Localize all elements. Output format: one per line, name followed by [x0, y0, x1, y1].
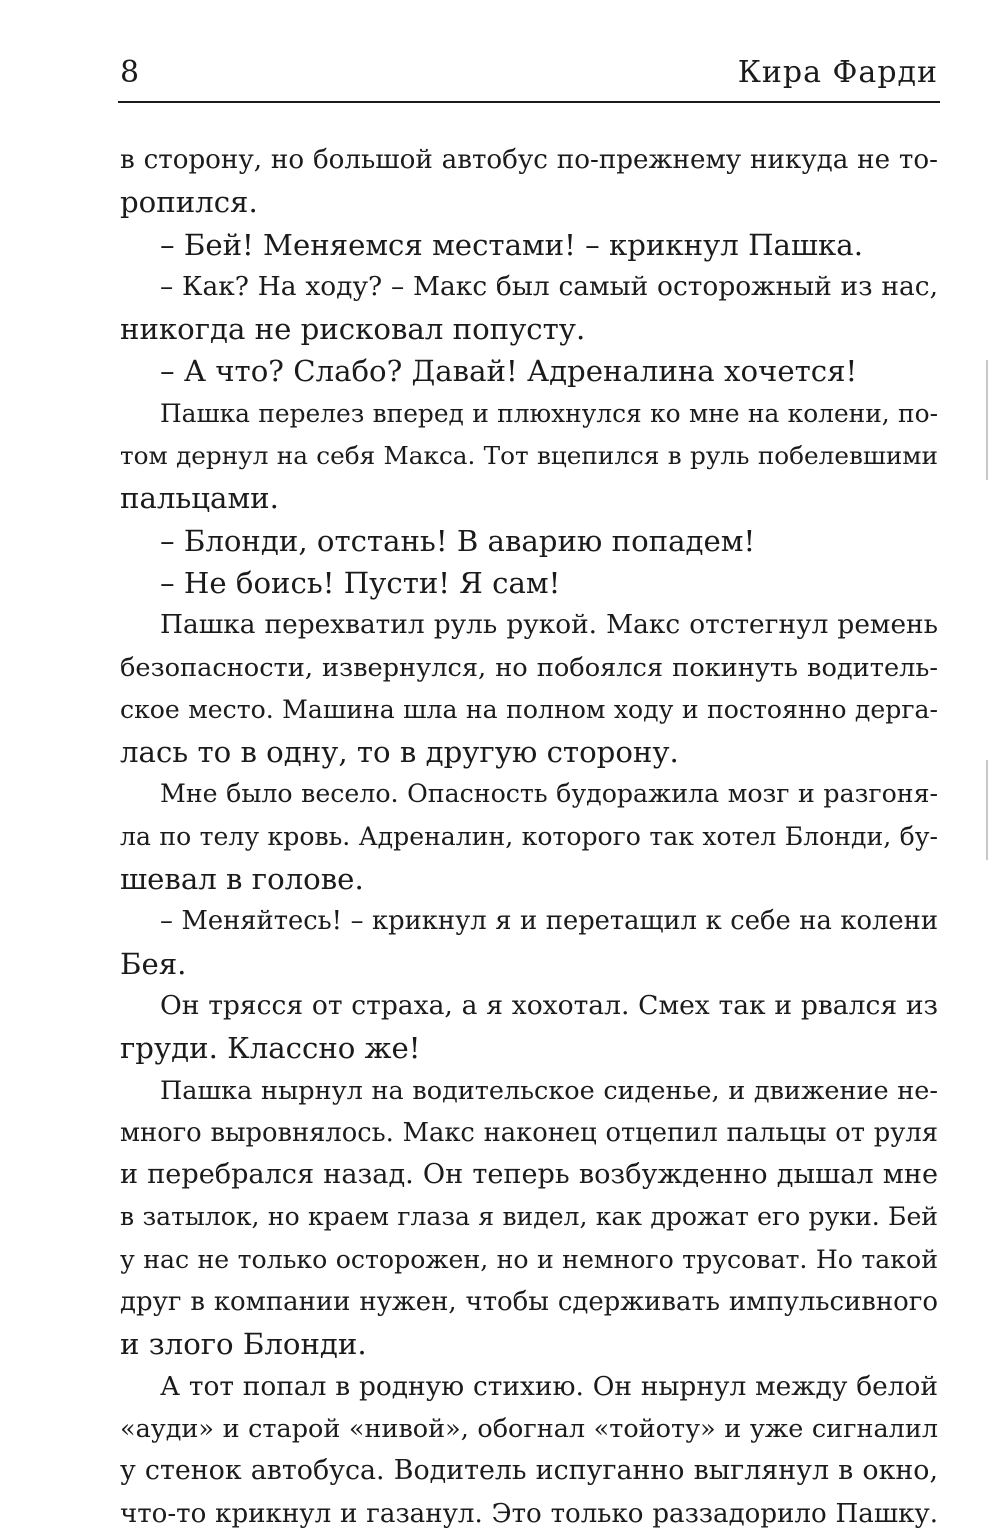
text-line: А тот попал в родную стихию. Он нырнул между белой — [160, 1370, 938, 1402]
text-line: ропился. — [120, 185, 258, 220]
page-number: 8 — [120, 55, 140, 90]
text-line: ское место. Машина шла на полном ходу и постоянно дерга- — [120, 694, 938, 724]
text-line: и перебрался назад. Он теперь возбужденно дышал мне — [120, 1159, 938, 1191]
text-line: – Как? На ходу? – Макс был самый осторожный из нас, — [160, 270, 938, 302]
text-line: и злого Блонди. — [120, 1327, 367, 1362]
text-line: что-то крикнул и газанул. Это только раззадорило Пашку. — [120, 1498, 938, 1529]
running-title: Кира Фарди — [737, 55, 938, 90]
page-header — [120, 55, 938, 95]
header-rule — [118, 101, 940, 103]
text-line: безопасности, извернулся, но побоялся покинуть водитель- — [120, 652, 938, 683]
text-line: – Блонди, отстань! В аварию попадем! — [160, 523, 756, 558]
text-line: у стенок автобуса. Водитель испуганно выглянул в окно, — [120, 1455, 938, 1487]
body-text — [120, 139, 938, 1535]
text-line: Пашка перехватил руль рукой. Макс отстегнул ремень — [160, 610, 938, 641]
text-line: Пашка нырнул на водительское сиденье, и движение не- — [160, 1075, 938, 1106]
text-line: ла по телу кровь. Адреналин, которого так хотел Блонди, бу- — [120, 821, 938, 851]
text-line: друг в компании нужен, чтобы сдерживать импульсивного — [120, 1287, 938, 1318]
text-line: у нас не только осторожен, но и немного трусоват. Но такой — [120, 1244, 938, 1274]
text-line: пальцами. — [120, 481, 279, 516]
text-line: Пашка перелез вперед и плюхнулся ко мне на колени, по- — [160, 398, 938, 428]
text-line: Мне было весело. Опасность будоражила мозг и разгоня- — [160, 779, 938, 809]
text-line: никогда не рисковал попусту. — [120, 312, 586, 347]
scan-edge-mark — [986, 360, 988, 480]
text-line: Он трясся от страха, а я хохотал. Смех так и рвался из — [160, 989, 938, 1021]
text-line: – Меняйтесь! – крикнул я и перетащил к себе на колени — [160, 906, 938, 937]
text-line: «ауди» и старой «нивой», обогнал «тойоту» и уже сигналил — [120, 1413, 938, 1444]
text-line: в сторону, но большой автобус по-прежнему никуда не то- — [120, 145, 938, 175]
text-line: груди. Классно же! — [120, 1031, 421, 1066]
text-line: – Бей! Меняемся местами! – крикнул Пашка. — [160, 227, 863, 262]
text-line: в затылок, но краем глаза я видел, как дрожат его руки. Бей — [120, 1202, 938, 1232]
scan-edge-mark — [986, 760, 988, 860]
text-line: Бея. — [120, 946, 187, 981]
text-line: шевал в голове. — [120, 862, 364, 897]
text-line: том дернул на себя Макса. Тот вцепился в руль побелевшими — [120, 441, 938, 471]
text-line: лась то в одну, то в другую сторону. — [120, 735, 679, 770]
text-line: много выровнялось. Макс наконец отцепил пальцы от руля — [120, 1117, 938, 1148]
text-line: – Не боись! Пусти! Я сам! — [160, 565, 561, 600]
text-line: – А что? Слабо? Давай! Адреналина хочется! — [160, 354, 858, 389]
